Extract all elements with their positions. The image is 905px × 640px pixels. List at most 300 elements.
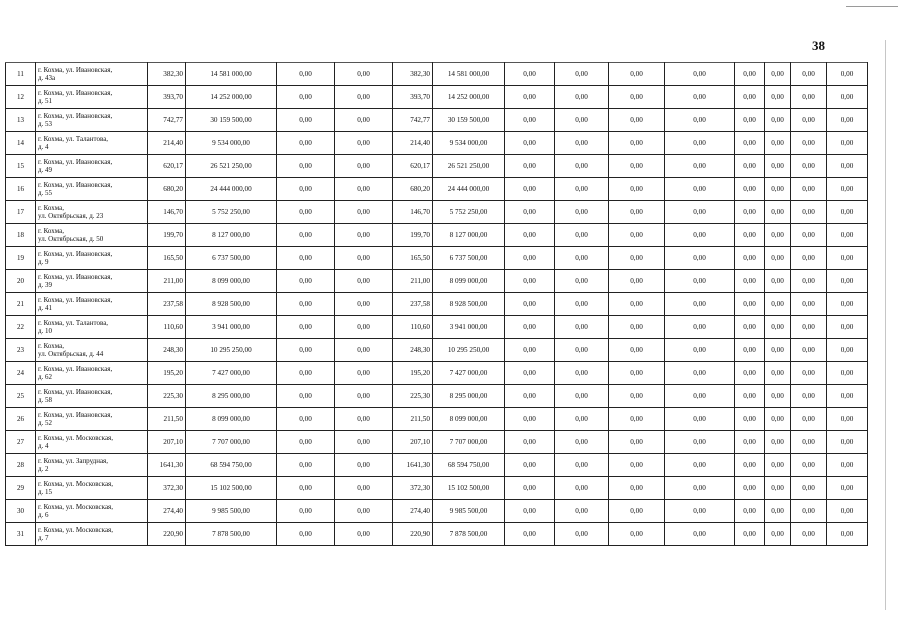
value-cell: 0,00: [827, 270, 868, 293]
address-line-1: г. Кохма, ул. Ивановская,: [38, 66, 113, 74]
value-cell: 0,00: [609, 109, 665, 132]
area-cell: 214,40: [393, 132, 433, 155]
cost-cell: 10 295 250,00: [433, 339, 505, 362]
value-cell: 0,00: [827, 385, 868, 408]
row-number: 21: [6, 293, 36, 316]
value-cell: 0,00: [735, 293, 765, 316]
scan-edge-line-top: [846, 6, 898, 7]
value-cell: 0,00: [609, 316, 665, 339]
value-cell: 0,00: [609, 500, 665, 523]
table-row: [6, 431, 868, 454]
row-number: 24: [6, 362, 36, 385]
cost-cell: 68 594 750,00: [186, 454, 277, 477]
value-cell: 0,00: [665, 178, 735, 201]
value-cell: 0,00: [791, 408, 827, 431]
value-cell: 0,00: [277, 86, 335, 109]
cost-cell: 8 099 000,00: [433, 408, 505, 431]
area-cell: 211,00: [148, 270, 186, 293]
value-cell: 0,00: [335, 339, 393, 362]
value-cell: 0,00: [277, 132, 335, 155]
value-cell: 0,00: [609, 454, 665, 477]
value-cell: 0,00: [735, 408, 765, 431]
cost-cell: 8 295 000,00: [433, 385, 505, 408]
address-cell: [36, 63, 148, 86]
value-cell: 0,00: [335, 178, 393, 201]
value-cell: 0,00: [827, 155, 868, 178]
address-line-2: д. 4: [38, 442, 49, 450]
area-cell: 680,20: [148, 178, 186, 201]
value-cell: 0,00: [827, 293, 868, 316]
value-cell: 0,00: [791, 339, 827, 362]
area-cell: 146,70: [148, 201, 186, 224]
value-cell: 0,00: [735, 86, 765, 109]
cost-cell: 14 252 000,00: [433, 86, 505, 109]
value-cell: 0,00: [609, 86, 665, 109]
address-line-2: д. 7: [38, 534, 49, 542]
value-cell: 0,00: [335, 270, 393, 293]
value-cell: 0,00: [791, 362, 827, 385]
value-cell: 0,00: [555, 362, 609, 385]
value-cell: 0,00: [609, 339, 665, 362]
address-cell: [36, 109, 148, 132]
row-number: 31: [6, 523, 36, 546]
row-number: 17: [6, 201, 36, 224]
value-cell: 0,00: [665, 316, 735, 339]
value-cell: 0,00: [505, 201, 555, 224]
area-cell: 211,00: [393, 270, 433, 293]
value-cell: 0,00: [791, 224, 827, 247]
table-row: [6, 293, 868, 316]
value-cell: 0,00: [277, 454, 335, 477]
value-cell: 0,00: [505, 339, 555, 362]
address-cell: [36, 86, 148, 109]
value-cell: 0,00: [277, 316, 335, 339]
area-cell: 680,20: [393, 178, 433, 201]
address-line-2: ул. Октябрьская, д. 44: [38, 350, 104, 358]
row-number: 15: [6, 155, 36, 178]
value-cell: 0,00: [665, 500, 735, 523]
table-row: [6, 500, 868, 523]
value-cell: 0,00: [277, 155, 335, 178]
value-cell: 0,00: [665, 247, 735, 270]
address-line-1: г. Кохма,: [38, 227, 64, 235]
area-cell: 195,20: [393, 362, 433, 385]
value-cell: 0,00: [765, 339, 791, 362]
area-cell: 199,70: [148, 224, 186, 247]
area-cell: 742,77: [393, 109, 433, 132]
area-cell: 211,50: [393, 408, 433, 431]
cost-cell: 8 127 000,00: [186, 224, 277, 247]
value-cell: 0,00: [555, 408, 609, 431]
value-cell: 0,00: [335, 477, 393, 500]
address-line-1: г. Кохма, ул. Московская,: [38, 480, 114, 488]
value-cell: 0,00: [665, 339, 735, 362]
address-line-2: д. 43а: [38, 74, 56, 82]
value-cell: 0,00: [765, 270, 791, 293]
value-cell: 0,00: [735, 385, 765, 408]
value-cell: 0,00: [335, 109, 393, 132]
value-cell: 0,00: [765, 178, 791, 201]
value-cell: 0,00: [791, 109, 827, 132]
value-cell: 0,00: [735, 339, 765, 362]
value-cell: 0,00: [555, 224, 609, 247]
value-cell: 0,00: [665, 385, 735, 408]
row-number: 18: [6, 224, 36, 247]
value-cell: 0,00: [827, 408, 868, 431]
row-number: 22: [6, 316, 36, 339]
table-row: [6, 132, 868, 155]
row-number: 23: [6, 339, 36, 362]
value-cell: 0,00: [335, 316, 393, 339]
address-line-2: д. 4: [38, 143, 49, 151]
address-cell: [36, 178, 148, 201]
address-cell: [36, 431, 148, 454]
table-row: [6, 477, 868, 500]
value-cell: 0,00: [555, 454, 609, 477]
address-line-1: г. Кохма, ул. Ивановская,: [38, 365, 113, 373]
table-row: [6, 86, 868, 109]
cost-cell: 7 878 500,00: [186, 523, 277, 546]
value-cell: 0,00: [505, 362, 555, 385]
area-cell: 1641,30: [393, 454, 433, 477]
area-cell: 393,70: [148, 86, 186, 109]
value-cell: 0,00: [277, 178, 335, 201]
value-cell: 0,00: [665, 63, 735, 86]
area-cell: 199,70: [393, 224, 433, 247]
value-cell: 0,00: [827, 523, 868, 546]
value-cell: 0,00: [277, 431, 335, 454]
value-cell: 0,00: [827, 477, 868, 500]
value-cell: 0,00: [335, 431, 393, 454]
value-cell: 0,00: [827, 63, 868, 86]
value-cell: 0,00: [609, 201, 665, 224]
value-cell: 0,00: [765, 454, 791, 477]
value-cell: 0,00: [335, 155, 393, 178]
value-cell: 0,00: [827, 178, 868, 201]
value-cell: 0,00: [609, 293, 665, 316]
cost-cell: 7 427 000,00: [433, 362, 505, 385]
area-cell: 742,77: [148, 109, 186, 132]
value-cell: 0,00: [335, 500, 393, 523]
value-cell: 0,00: [505, 178, 555, 201]
table-row: [6, 339, 868, 362]
value-cell: 0,00: [765, 523, 791, 546]
table-row: [6, 270, 868, 293]
area-cell: 1641,30: [148, 454, 186, 477]
address-line-1: г. Кохма, ул. Ивановская,: [38, 388, 113, 396]
cost-cell: 26 521 250,00: [186, 155, 277, 178]
value-cell: 0,00: [791, 247, 827, 270]
value-cell: 0,00: [555, 132, 609, 155]
area-cell: 220,90: [148, 523, 186, 546]
area-cell: 225,30: [148, 385, 186, 408]
value-cell: 0,00: [765, 201, 791, 224]
area-cell: 220,90: [393, 523, 433, 546]
cost-cell: 5 752 250,00: [186, 201, 277, 224]
value-cell: 0,00: [827, 316, 868, 339]
value-cell: 0,00: [277, 63, 335, 86]
cost-cell: 30 159 500,00: [433, 109, 505, 132]
value-cell: 0,00: [335, 408, 393, 431]
value-cell: 0,00: [827, 132, 868, 155]
value-cell: 0,00: [765, 155, 791, 178]
area-cell: 274,40: [393, 500, 433, 523]
value-cell: 0,00: [555, 500, 609, 523]
address-line-2: д. 52: [38, 419, 53, 427]
value-cell: 0,00: [335, 385, 393, 408]
area-cell: 393,70: [393, 86, 433, 109]
value-cell: 0,00: [505, 86, 555, 109]
value-cell: 0,00: [609, 132, 665, 155]
table-row: [6, 408, 868, 431]
cost-cell: 9 985 500,00: [186, 500, 277, 523]
value-cell: 0,00: [827, 247, 868, 270]
address-line-1: г. Кохма, ул. Талантова,: [38, 135, 109, 143]
cost-cell: 10 295 250,00: [186, 339, 277, 362]
value-cell: 0,00: [665, 362, 735, 385]
value-cell: 0,00: [505, 523, 555, 546]
area-cell: 620,17: [393, 155, 433, 178]
cost-cell: 6 737 500,00: [186, 247, 277, 270]
value-cell: 0,00: [827, 339, 868, 362]
row-number: 26: [6, 408, 36, 431]
address-line-2: д. 39: [38, 281, 53, 289]
value-cell: 0,00: [335, 523, 393, 546]
value-cell: 0,00: [609, 362, 665, 385]
value-cell: 0,00: [791, 178, 827, 201]
cost-cell: 8 099 000,00: [186, 408, 277, 431]
value-cell: 0,00: [735, 362, 765, 385]
row-number: 16: [6, 178, 36, 201]
value-cell: 0,00: [735, 201, 765, 224]
table-row: [6, 454, 868, 477]
value-cell: 0,00: [827, 454, 868, 477]
area-cell: 237,58: [393, 293, 433, 316]
address-line-2: д. 55: [38, 189, 53, 197]
address-line-1: г. Кохма, ул. Ивановская,: [38, 296, 113, 304]
value-cell: 0,00: [827, 431, 868, 454]
area-cell: 110,60: [393, 316, 433, 339]
address-cell: [36, 385, 148, 408]
area-cell: 382,30: [148, 63, 186, 86]
address-cell: [36, 362, 148, 385]
address-cell: [36, 339, 148, 362]
value-cell: 0,00: [609, 523, 665, 546]
value-cell: 0,00: [277, 385, 335, 408]
address-line-1: г. Кохма, ул. Запрудная,: [38, 457, 109, 465]
cost-cell: 8 928 500,00: [433, 293, 505, 316]
address-line-2: д. 2: [38, 465, 49, 473]
row-number: 12: [6, 86, 36, 109]
value-cell: 0,00: [335, 247, 393, 270]
value-cell: 0,00: [827, 224, 868, 247]
area-cell: 211,50: [148, 408, 186, 431]
value-cell: 0,00: [555, 178, 609, 201]
area-cell: 214,40: [148, 132, 186, 155]
value-cell: 0,00: [277, 408, 335, 431]
address-line-1: г. Кохма, ул. Ивановская,: [38, 411, 113, 419]
address-cell: [36, 477, 148, 500]
address-line-1: г. Кохма, ул. Ивановская,: [38, 273, 113, 281]
value-cell: 0,00: [335, 63, 393, 86]
scan-edge-line-right: [885, 40, 886, 610]
value-cell: 0,00: [665, 132, 735, 155]
value-cell: 0,00: [609, 178, 665, 201]
value-cell: 0,00: [827, 86, 868, 109]
value-cell: 0,00: [735, 155, 765, 178]
address-cell: [36, 201, 148, 224]
value-cell: 0,00: [335, 132, 393, 155]
row-number: 20: [6, 270, 36, 293]
value-cell: 0,00: [555, 293, 609, 316]
value-cell: 0,00: [735, 316, 765, 339]
value-cell: 0,00: [765, 86, 791, 109]
value-cell: 0,00: [277, 339, 335, 362]
value-cell: 0,00: [791, 431, 827, 454]
cost-cell: 9 985 500,00: [433, 500, 505, 523]
value-cell: 0,00: [335, 201, 393, 224]
value-cell: 0,00: [735, 477, 765, 500]
value-cell: 0,00: [791, 477, 827, 500]
value-cell: 0,00: [335, 362, 393, 385]
value-cell: 0,00: [665, 293, 735, 316]
value-cell: 0,00: [665, 224, 735, 247]
value-cell: 0,00: [335, 293, 393, 316]
address-line-2: д. 62: [38, 373, 53, 381]
area-cell: 165,50: [393, 247, 433, 270]
value-cell: 0,00: [791, 523, 827, 546]
address-cell: [36, 224, 148, 247]
value-cell: 0,00: [665, 431, 735, 454]
area-cell: 146,70: [393, 201, 433, 224]
value-cell: 0,00: [335, 454, 393, 477]
area-cell: 195,20: [148, 362, 186, 385]
row-number: 25: [6, 385, 36, 408]
address-cell: [36, 293, 148, 316]
value-cell: 0,00: [277, 500, 335, 523]
value-cell: 0,00: [791, 86, 827, 109]
address-line-2: д. 41: [38, 304, 53, 312]
value-cell: 0,00: [609, 247, 665, 270]
value-cell: 0,00: [505, 454, 555, 477]
cost-cell: 8 099 000,00: [433, 270, 505, 293]
value-cell: 0,00: [555, 477, 609, 500]
value-cell: 0,00: [505, 224, 555, 247]
address-line-2: ул. Октябрьская, д. 50: [38, 235, 104, 243]
cost-cell: 8 295 000,00: [186, 385, 277, 408]
value-cell: 0,00: [277, 477, 335, 500]
value-cell: 0,00: [609, 155, 665, 178]
value-cell: 0,00: [791, 155, 827, 178]
value-cell: 0,00: [765, 431, 791, 454]
value-cell: 0,00: [555, 247, 609, 270]
value-cell: 0,00: [555, 109, 609, 132]
value-cell: 0,00: [665, 454, 735, 477]
value-cell: 0,00: [505, 270, 555, 293]
value-cell: 0,00: [665, 408, 735, 431]
value-cell: 0,00: [609, 408, 665, 431]
value-cell: 0,00: [765, 132, 791, 155]
value-cell: 0,00: [555, 339, 609, 362]
value-cell: 0,00: [665, 109, 735, 132]
value-cell: 0,00: [665, 477, 735, 500]
address-line-1: г. Кохма, ул. Ивановская,: [38, 158, 113, 166]
address-line-2: д. 9: [38, 258, 49, 266]
value-cell: 0,00: [765, 500, 791, 523]
value-cell: 0,00: [335, 86, 393, 109]
table-row: [6, 247, 868, 270]
value-cell: 0,00: [505, 316, 555, 339]
value-cell: 0,00: [609, 431, 665, 454]
value-cell: 0,00: [505, 109, 555, 132]
value-cell: 0,00: [735, 224, 765, 247]
row-number: 14: [6, 132, 36, 155]
cost-cell: 9 534 000,00: [433, 132, 505, 155]
area-cell: 372,30: [393, 477, 433, 500]
area-cell: 382,30: [393, 63, 433, 86]
value-cell: 0,00: [765, 385, 791, 408]
address-cell: [36, 408, 148, 431]
address-line-1: г. Кохма, ул. Ивановская,: [38, 112, 113, 120]
value-cell: 0,00: [609, 224, 665, 247]
address-line-1: г. Кохма, ул. Московская,: [38, 434, 114, 442]
cost-cell: 8 099 000,00: [186, 270, 277, 293]
area-cell: 207,10: [148, 431, 186, 454]
value-cell: 0,00: [555, 86, 609, 109]
table-row: [6, 316, 868, 339]
row-number: 28: [6, 454, 36, 477]
area-cell: 248,30: [393, 339, 433, 362]
address-line-1: г. Кохма, ул. Московская,: [38, 503, 114, 511]
area-cell: 372,30: [148, 477, 186, 500]
value-cell: 0,00: [765, 316, 791, 339]
cost-cell: 8 127 000,00: [433, 224, 505, 247]
value-cell: 0,00: [827, 362, 868, 385]
row-number: 27: [6, 431, 36, 454]
cost-cell: 5 752 250,00: [433, 201, 505, 224]
address-line-2: д. 58: [38, 396, 53, 404]
cost-cell: 3 941 000,00: [186, 316, 277, 339]
value-cell: 0,00: [277, 247, 335, 270]
cost-cell: 3 941 000,00: [433, 316, 505, 339]
table-row: [6, 362, 868, 385]
cost-cell: 14 581 000,00: [186, 63, 277, 86]
value-cell: 0,00: [735, 63, 765, 86]
value-cell: 0,00: [277, 201, 335, 224]
area-cell: 110,60: [148, 316, 186, 339]
value-cell: 0,00: [555, 155, 609, 178]
cost-cell: 8 928 500,00: [186, 293, 277, 316]
address-line-1: г. Кохма, ул. Ивановская,: [38, 181, 113, 189]
value-cell: 0,00: [827, 500, 868, 523]
page-number: 38: [812, 38, 825, 53]
cost-cell: 6 737 500,00: [433, 247, 505, 270]
cost-cell: 24 444 000,00: [433, 178, 505, 201]
value-cell: 0,00: [791, 132, 827, 155]
value-cell: 0,00: [791, 500, 827, 523]
area-cell: 237,58: [148, 293, 186, 316]
value-cell: 0,00: [277, 109, 335, 132]
table-body: [6, 63, 868, 546]
row-number: 30: [6, 500, 36, 523]
area-cell: 225,30: [393, 385, 433, 408]
value-cell: 0,00: [505, 385, 555, 408]
address-line-1: г. Кохма,: [38, 204, 64, 212]
value-cell: 0,00: [765, 109, 791, 132]
cost-cell: 9 534 000,00: [186, 132, 277, 155]
value-cell: 0,00: [555, 316, 609, 339]
address-line-2: д. 51: [38, 97, 53, 105]
